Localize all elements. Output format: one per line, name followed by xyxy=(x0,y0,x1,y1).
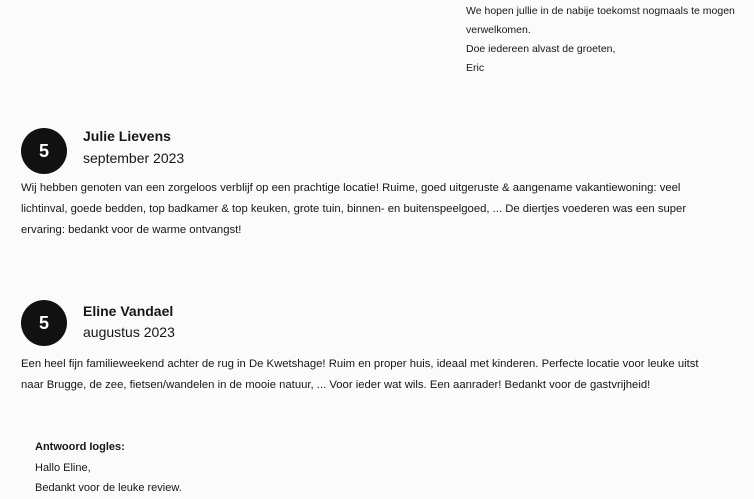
review-author: Eline Vandael xyxy=(83,303,174,319)
review-text xyxy=(21,178,754,241)
review-text-line: Een heel fijn familieweekend achter de rug in De Kwetshage! Ruim en proper huis, ideaal met kinderen. Perfecte locatie voor leuke uitst xyxy=(21,358,699,370)
review-text xyxy=(21,354,754,396)
answer-line: Hallo Eline, xyxy=(35,461,91,474)
owner-reply-line: verwelkomen. xyxy=(466,24,531,36)
answer-label: Antwoord Iogles: xyxy=(35,441,125,453)
answer-line: Bedankt voor de leuke review. xyxy=(35,482,182,494)
owner-reply-line: We hopen jullie in de nabije toekomst nogmaals te mogen xyxy=(466,5,735,17)
review-author: Julie Lievens xyxy=(83,128,171,144)
rating-badge: 5 xyxy=(21,300,67,346)
owner-reply-line: Doe iedereen alvast de groeten, xyxy=(466,43,616,55)
review-text-line: ervaring: bedankt voor de warme ontvangst! xyxy=(21,224,242,236)
review-date: augustus 2023 xyxy=(83,324,175,340)
review-text-line: naar Brugge, de zee, fietsen/wandelen in de mooie natuur, ... Voor ieder wat wils. Een aanrader! Bedankt voor de gastvrijheid! xyxy=(21,379,651,391)
owner-answer xyxy=(35,437,182,499)
owner-reply-top xyxy=(466,2,754,78)
review-date: september 2023 xyxy=(83,150,185,166)
owner-reply-signature: Eric xyxy=(466,62,485,74)
review-text-line: lichtinval, goede bedden, top badkamer & top keuken, grote tuin, binnen- en buitenspeelgoed, ... De diertjes voederen was een super xyxy=(21,203,687,215)
rating-badge: 5 xyxy=(21,128,67,174)
review-text-line: Wij hebben genoten van een zorgeloos verblijf op een prachtige locatie! Ruime, goed uitgeruste & aangename vakantiewoning: veel xyxy=(21,182,681,194)
